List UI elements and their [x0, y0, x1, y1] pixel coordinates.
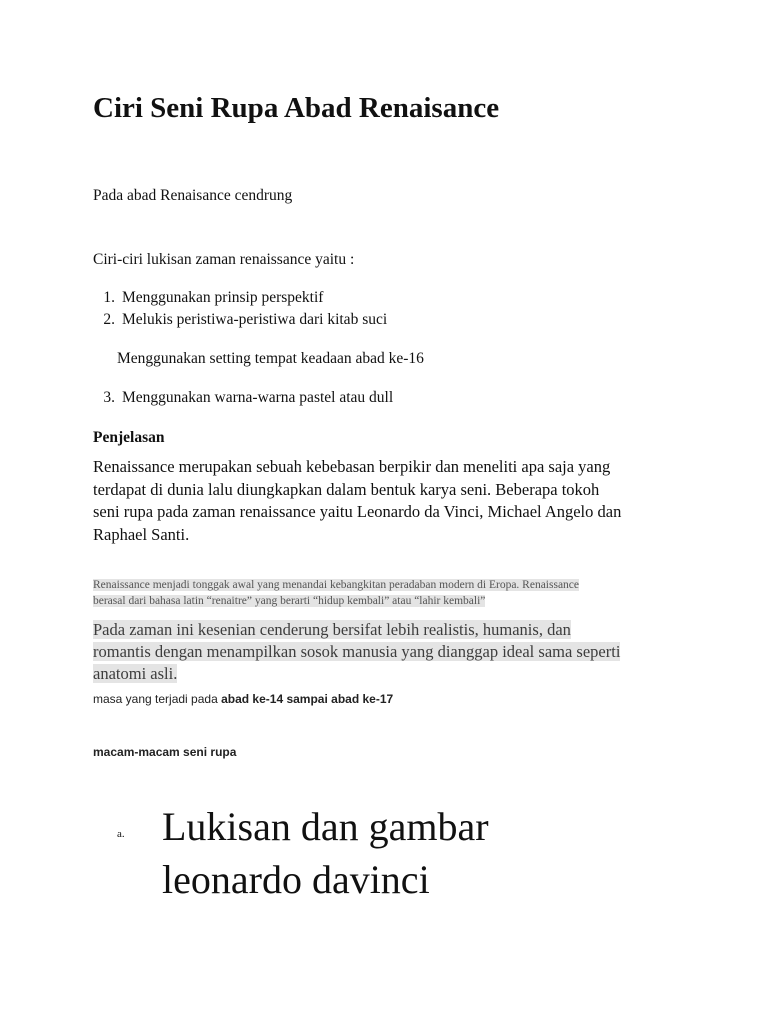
period-line [93, 691, 393, 707]
section-heading-macam: macam-macam seni rupa [93, 745, 237, 759]
list-item-text: Melukis peristiwa-peristiwa dari kitab suci [122, 311, 388, 328]
list-interlude-paragraph: Menggunakan setting tempat keadaan abad ke-16 [117, 350, 424, 367]
paragraph-line: anatomi asli. [93, 664, 178, 683]
list-intro-paragraph: Ciri-ciri lukisan zaman renaissance yaitu : [93, 251, 355, 268]
paragraph-line: seni rupa pada zaman renaissance yaitu Leonardo da Vinci, Michael Angelo dan [93, 502, 622, 521]
list-item-number: 1. [103, 289, 115, 306]
paragraph-line: Renaissance menjadi tonggak awal yang menandai kebangkitan peradaban modern di Eropa. Renaissance [93, 579, 580, 591]
highlighted-small-paragraph [93, 577, 579, 609]
section-heading-penjelasan: Penjelasan [93, 429, 165, 446]
intro-paragraph: Pada abad Renaisance cendrung [93, 187, 293, 204]
document-title: Ciri Seni Rupa Abad Renaisance [93, 92, 500, 124]
list-item-text: Menggunakan warna-warna pastel atau dull [122, 389, 394, 406]
paragraph-line: romantis dengan menampilkan sosok manusia yang dianggap ideal sama seperti [93, 642, 621, 661]
period-prefix: masa yang terjadi pada [93, 692, 222, 706]
large-item-line: leonardo davinci [162, 857, 430, 902]
large-list-item [162, 800, 489, 906]
paragraph-line: Renaissance merupakan sebuah kebebasan berpikir dan meneliti apa saja yang [93, 457, 611, 476]
period-range: abad ke-14 sampai abad ke-17 [221, 692, 394, 706]
paragraph-line: berasal dari bahasa latin “renaitre” yang berarti “hidup kembali” atau “lahir kembali” [93, 595, 486, 607]
explanation-paragraph [93, 456, 693, 546]
paragraph-line: Raphael Santi. [93, 524, 190, 544]
paragraph-line: Pada zaman ini kesenian cenderung bersifat lebih realistis, humanis, dan [93, 620, 571, 639]
list-item-text: Menggunakan prinsip perspektif [122, 289, 324, 306]
list-marker: a. [117, 828, 125, 840]
large-item-line: Lukisan dan gambar [162, 804, 489, 849]
paragraph-line: terdapat di dunia lalu diungkapkan dalam bentuk karya seni. Beberapa tokoh [93, 479, 600, 499]
highlighted-quote-paragraph [93, 619, 620, 685]
list-item-number: 3. [103, 389, 115, 406]
list-item-number: 2. [103, 311, 115, 328]
